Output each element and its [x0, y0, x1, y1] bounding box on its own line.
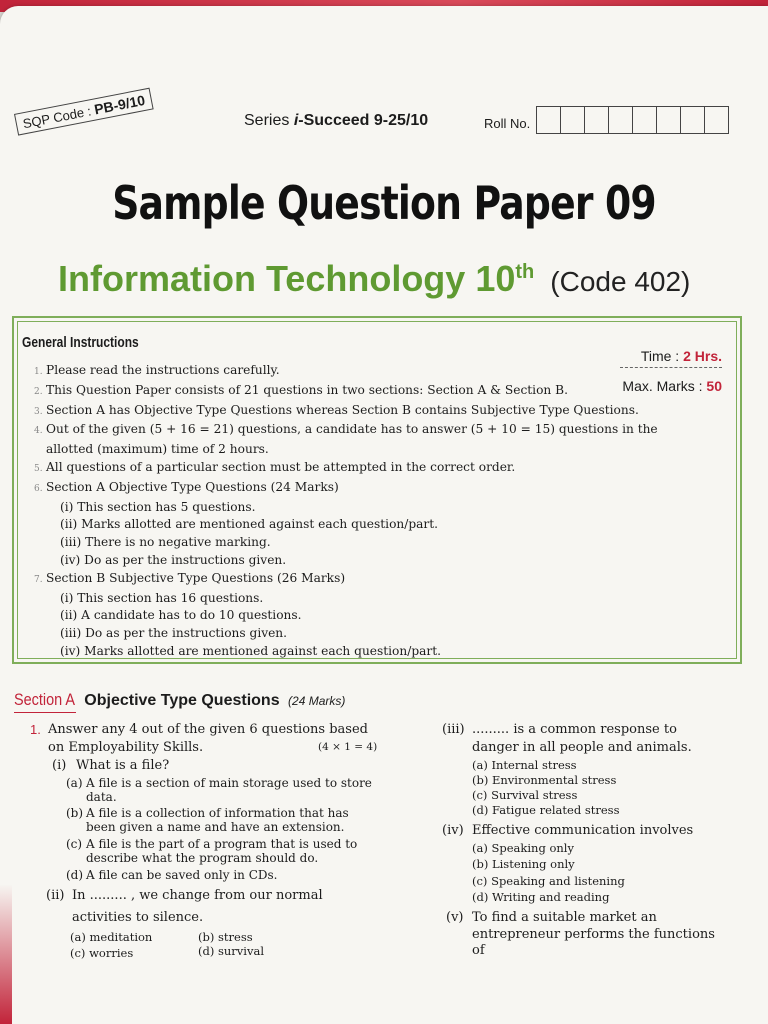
sqp-code: PB-9/10	[92, 91, 147, 118]
marks-label: Max. Marks :	[622, 378, 703, 394]
q1-number: 1.	[30, 722, 41, 737]
series-label: Series	[244, 112, 290, 129]
instructions-list	[34, 362, 658, 661]
instruction-item	[34, 421, 658, 441]
section-a-marks: (24 Marks)	[288, 694, 346, 708]
sqp-label: SQP Code :	[21, 103, 93, 132]
subject-code: (Code 402)	[550, 266, 691, 297]
instruction-text: (iv) Do as per the instructions given.	[60, 552, 287, 567]
q1-ii-option-c: (c) worries	[70, 946, 134, 960]
paper-title: Sample Question Paper 09	[112, 176, 656, 230]
instruction-number: 7.	[34, 574, 43, 585]
q1-i-option-b	[66, 806, 386, 836]
option-text: A file can be saved only in CDs.	[86, 868, 278, 882]
q1-v-label: (v)	[446, 910, 464, 925]
instruction-text: allotted (maximum) time of 2 hours.	[46, 442, 269, 457]
q1-v-text-line1: To find a suitable market an	[472, 910, 657, 925]
q1-iii-label: (iii)	[442, 722, 465, 737]
section-a-title: Objective Type Questions	[84, 692, 280, 709]
instruction-number: 4.	[34, 426, 43, 437]
q1-text-line2: on Employability Skills.	[48, 740, 204, 755]
q1-iv-text: Effective communication involves	[472, 823, 694, 838]
q1-v-text-line2: entrepreneur performs the functions	[472, 927, 715, 942]
instruction-item	[34, 459, 658, 479]
roll-label: Roll No.	[484, 116, 531, 131]
q1-i-option-d	[66, 868, 386, 884]
instruction-item	[34, 499, 658, 517]
instruction-text: Section B Subjective Type Questions (26 Marks)	[46, 570, 346, 585]
option-letter: (d)	[66, 868, 84, 882]
instruction-item	[34, 607, 658, 625]
roll-box	[536, 106, 561, 134]
q1-marks: (4 × 1 = 4)	[318, 741, 378, 753]
document-page	[0, 6, 768, 1024]
option-text: A file is a section of main storage used to store data.	[86, 776, 372, 804]
q1-ii-text-line2: activities to silence.	[72, 910, 204, 925]
instruction-item	[34, 625, 658, 643]
instruction-text: (iii) Do as per the instructions given.	[60, 626, 288, 641]
instruction-text: Out of the given (5 + 16 = 21) questions, a candidate has to answer (5 + 10 = 15) questions in the	[46, 422, 658, 437]
q1-i-text: What is a file?	[76, 758, 170, 773]
time-value: 2 Hrs.	[683, 348, 722, 364]
series-line	[244, 112, 428, 130]
sqp-code-box	[14, 88, 154, 136]
instruction-number: 6.	[34, 483, 43, 494]
instruction-item	[34, 479, 658, 499]
q1-iv-label: (iv)	[442, 823, 464, 838]
instruction-number: 3.	[34, 406, 43, 417]
q1-text-line1: Answer any 4 out of the given 6 questions based	[48, 722, 368, 737]
instruction-text: Please read the instructions carefully.	[46, 363, 280, 377]
option-text: A file is a collection of information that has been given a name and have an extension.	[86, 806, 349, 834]
instruction-text: Section A Objective Type Questions (24 Marks)	[46, 479, 339, 494]
roll-box	[656, 106, 681, 134]
instruction-item	[34, 402, 658, 422]
q1-iii-option-d: (d) Fatigue related stress	[472, 803, 620, 817]
instruction-number: 2.	[34, 386, 43, 397]
q1-iii-option-a: (a) Internal stress	[472, 758, 577, 772]
section-a-underline	[14, 712, 76, 713]
subject-name: Information Technology 10	[58, 258, 516, 299]
q1-iv-option-d: (d) Writing and reading	[472, 890, 610, 904]
roll-box	[632, 106, 657, 134]
instructions-heading: General Instructions	[22, 334, 139, 351]
q1-iii-text-line1: ......... is a common response to	[472, 722, 677, 737]
instruction-item	[34, 643, 658, 661]
roll-box	[584, 106, 609, 134]
roll-number-boxes	[537, 106, 729, 134]
instruction-text: (i) This section has 5 questions.	[60, 499, 256, 514]
left-color-band	[0, 884, 12, 1024]
marks-value: 50	[706, 378, 722, 394]
subject-sup: th	[515, 261, 535, 283]
q1-ii-label: (ii)	[46, 888, 65, 903]
q1-ii-option-a: (a) meditation	[70, 930, 153, 944]
q1-iii-text-line2: danger in all people and animals.	[472, 740, 692, 755]
option-letter: (c)	[66, 837, 83, 851]
option-letter: (b)	[66, 806, 84, 820]
instruction-item	[34, 382, 658, 402]
instruction-text: (ii) A candidate has to do 10 questions.	[60, 608, 302, 623]
instruction-text: (i) This section has 16 questions.	[60, 590, 264, 605]
instruction-number: 1.	[34, 367, 43, 377]
time-label: Time :	[640, 348, 680, 364]
q1-iv-option-a: (a) Speaking only	[472, 841, 574, 855]
instruction-number: 5.	[34, 463, 43, 474]
instruction-text: (iv) Marks allotted are mentioned against each question/part.	[60, 643, 442, 658]
q1-iv-option-b: (b) Listening only	[472, 857, 575, 871]
instruction-text: (iii) There is no negative marking.	[60, 535, 271, 550]
q1-i-option-a	[66, 776, 386, 806]
instruction-text: This Question Paper consists of 21 questions in two sections: Section A & Section B.	[46, 382, 568, 397]
instruction-item	[34, 552, 658, 570]
q1-ii-option-d: (d) survival	[198, 944, 265, 958]
q1-v-text-line3: of	[472, 943, 485, 958]
subject-title	[58, 258, 690, 300]
instruction-item	[34, 362, 658, 382]
instruction-text: Section A has Objective Type Questions whereas Section B contains Subjective Type Questions.	[46, 402, 639, 417]
option-letter: (a)	[66, 776, 83, 790]
roll-box	[680, 106, 705, 134]
series-i: i	[293, 112, 299, 129]
instruction-item	[34, 534, 658, 552]
q1-iii-option-c: (c) Survival stress	[472, 788, 578, 802]
q1-i-option-c	[66, 837, 386, 867]
instruction-item	[34, 570, 658, 590]
q1-iv-option-c: (c) Speaking and listening	[472, 874, 625, 888]
section-a-label: Section A	[14, 690, 76, 709]
q1-i-label: (i)	[52, 758, 67, 773]
q1-ii-option-b: (b) stress	[198, 930, 253, 944]
instruction-item	[34, 516, 658, 534]
roll-box	[608, 106, 633, 134]
roll-box	[560, 106, 585, 134]
series-value: -Succeed 9-25/10	[298, 112, 429, 129]
instruction-text: All questions of a particular section must be attempted in the correct order.	[46, 459, 516, 474]
section-a-heading	[14, 690, 345, 710]
q1-iii-option-b: (b) Environmental stress	[472, 773, 617, 787]
instruction-item	[34, 590, 658, 608]
q1-ii-text-line1: In ......... , we change from our normal	[72, 888, 323, 903]
option-text: A file is the part of a program that is used to describe what the program should do.	[86, 837, 358, 865]
instruction-item	[34, 441, 658, 459]
general-instructions-box	[12, 316, 742, 664]
roll-box	[704, 106, 729, 134]
instruction-text: (ii) Marks allotted are mentioned against each question/part.	[60, 517, 439, 532]
